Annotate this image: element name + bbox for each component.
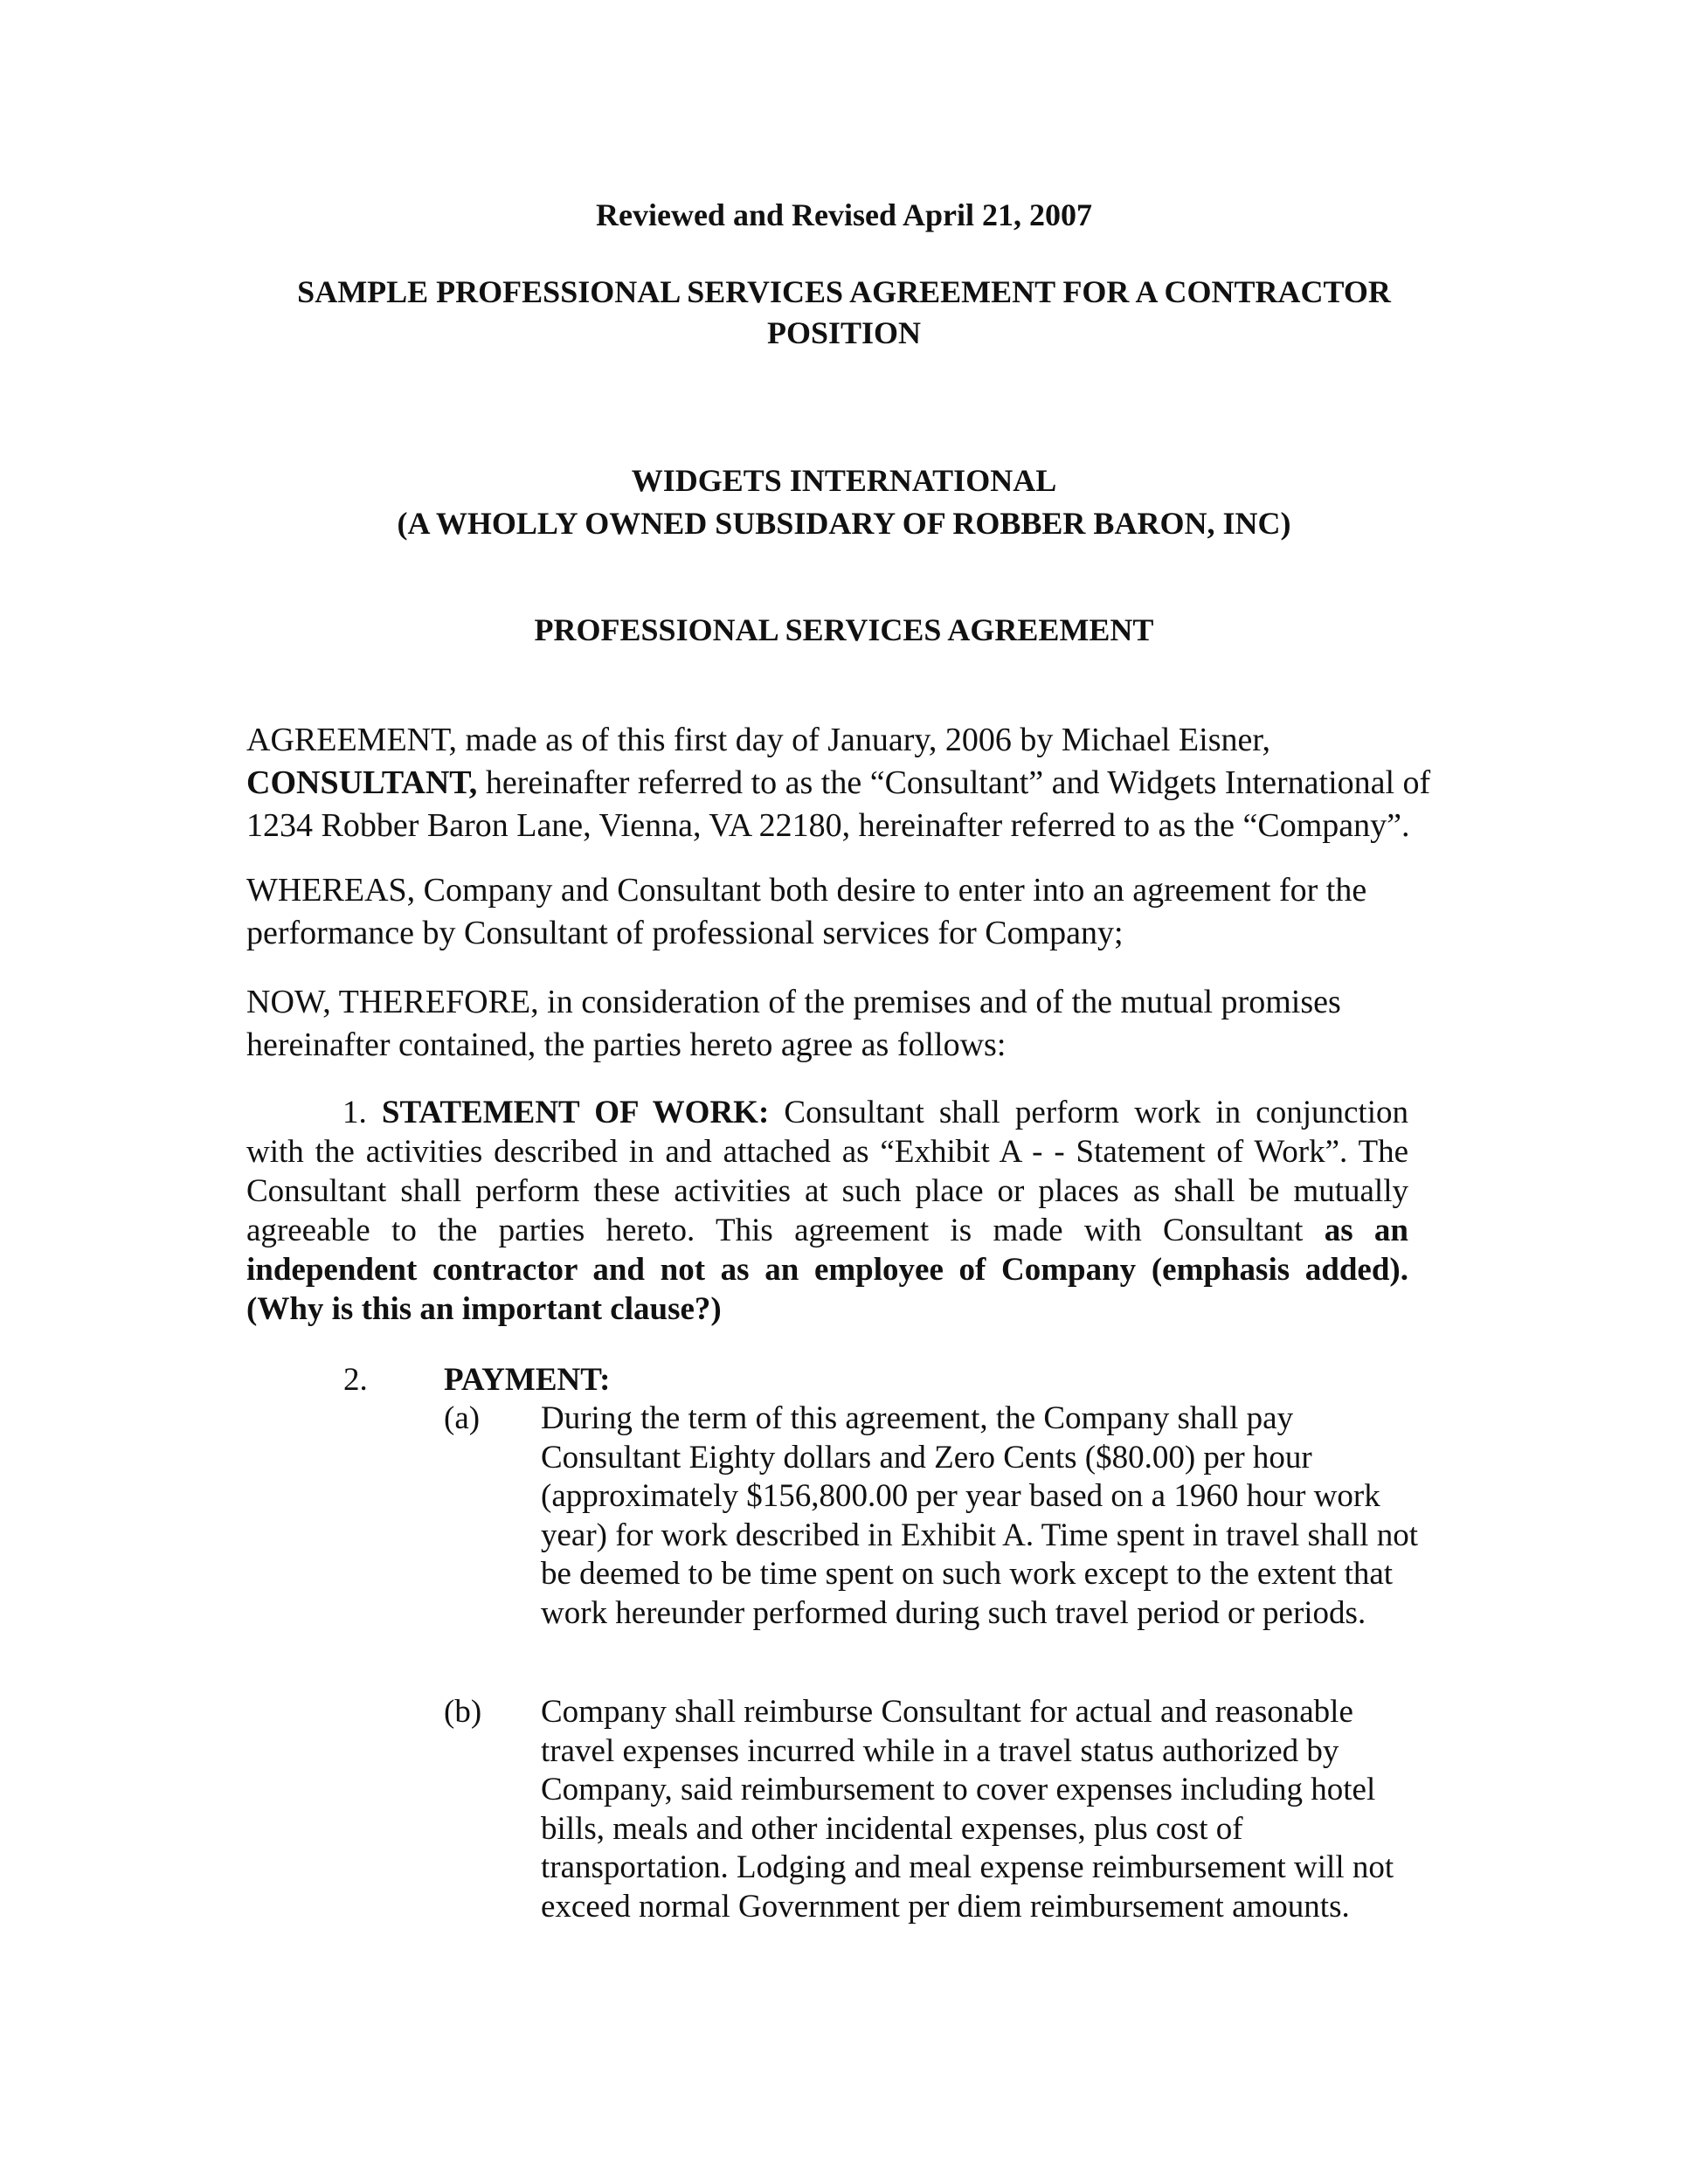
section2-number: 2.	[343, 1362, 368, 1398]
intro-paragraph	[246, 719, 1443, 847]
section-statement-of-work	[246, 1093, 1408, 1329]
section1-emphasis: as an independent contractor and not as an employee of Company (emphasis added). (Why is this an important clause?)	[246, 1213, 1408, 1327]
section1-heading: STATEMENT OF WORK:	[381, 1095, 770, 1130]
payment-item-label-b: (b)	[444, 1694, 482, 1730]
payment-item-label-a: (a)	[444, 1400, 481, 1436]
revision-date: Reviewed and Revised April 21, 2007	[595, 197, 1092, 232]
now-therefore-paragraph: NOW, THEREFORE, in consideration of the premises and of the mutual promises hereinafter contained, the parties hereto agree as follows:	[246, 984, 1341, 1063]
section1-text: Consultant shall perform work in conjunction with the activities described in and attached as “Exhibit A - - Statement of Work”. The Consultant shall perform these activities at such place or places as shall be mutually agreeable to the parties hereto. This agreement is made with Consultant	[246, 1095, 1408, 1248]
document-title-line1: SAMPLE PROFESSIONAL SERVICES AGREEMENT FOR A CONTRACTOR	[297, 274, 1391, 309]
company-parent: (A WHOLLY OWNED SUBSIDARY OF ROBBER BARON, INC)	[397, 506, 1291, 541]
section2-heading: PAYMENT:	[444, 1362, 611, 1398]
whereas-paragraph: WHEREAS, Company and Consultant both desire to enter into an agreement for the performance by Consultant of professional services for Company;	[246, 872, 1367, 951]
document-title-line2: POSITION	[766, 315, 922, 350]
intro-text-start: AGREEMENT, made as of this first day of January, 2006 by Michael Eisner,	[246, 722, 1270, 758]
company-name: WIDGETS INTERNATIONAL	[631, 463, 1057, 498]
intro-text-rest: hereinafter referred to as the “Consultant” and Widgets International of 1234 Robber Baron Lane, Vienna, VA 22180, hereinafter referred to as the “Company”.	[246, 764, 1431, 844]
section1-number: 1.	[342, 1095, 367, 1130]
consultant-label: CONSULTANT,	[246, 764, 478, 801]
payment-item-text-a: During the term of this agreement, the Company shall pay Consultant Eighty dollars and Zero Cents ($80.00) per hour (approximately $156,800.00 per year based on a 1960 hour work year) for work described in Exhibit A. Time spent in travel shall not be deemed to be time spent on such work except to the extent that work hereunder performed during such travel period or periods.	[541, 1400, 1418, 1631]
agreement-heading: PROFESSIONAL SERVICES AGREEMENT	[534, 612, 1154, 647]
payment-item-text-b: Company shall reimburse Consultant for actual and reasonable travel expenses incurred while in a travel status authorized by Company, said reimbursement to cover expenses including hotel bills, meals and other incidental expenses, plus cost of transportation. Lodging and meal expense reimbursement will not exceed normal Government per diem reimbursement amounts.	[541, 1694, 1394, 1925]
